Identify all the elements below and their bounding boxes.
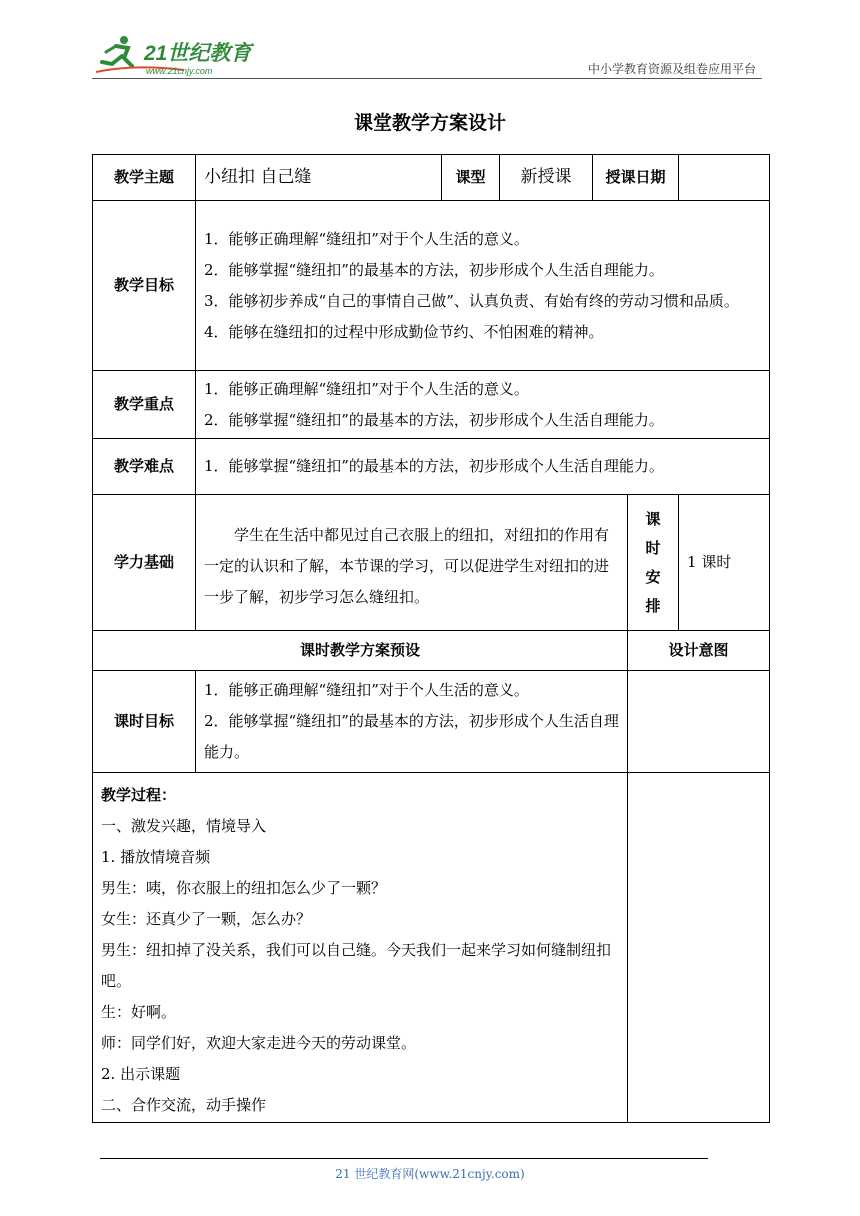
header-divider (92, 78, 762, 79)
process-intent (628, 773, 770, 1123)
process-line: 2. 出示课题 (101, 1065, 181, 1083)
difficulty-row (93, 439, 770, 495)
process-line: 男生：咦，你衣服上的纽扣怎么少了一颗？ (101, 879, 387, 897)
keypoints-content (196, 371, 770, 439)
objectives-row (93, 201, 770, 371)
page-footer: 21 世纪教育网(www.21cnjy.com) (335, 1167, 525, 1181)
topic-label: 教学主题 (93, 155, 196, 201)
topic-value: 小纽扣 自己缝 (196, 155, 442, 201)
lesson-goal-item: 1．能够正确理解“缝纽扣”对于个人生活的意义。 (204, 681, 529, 699)
lesson-goals-row (93, 671, 770, 773)
process-line: 1. 播放情境音频 (101, 848, 211, 866)
logo-text: 21世纪教育 (144, 42, 252, 65)
date-value (679, 155, 770, 201)
process-heading: 教学过程： (101, 786, 177, 804)
lesson-goals-content (196, 671, 628, 773)
process-line: 女生：还真少了一颗，怎么办？ (101, 910, 312, 928)
process-row (93, 773, 770, 1123)
plan-header-row (93, 631, 770, 671)
lesson-goals-intent (628, 671, 770, 773)
plan-header-right: 设计意图 (628, 631, 770, 671)
process-line: 男生：纽扣掉了没关系，我们可以自己缝。今天我们一起来学习如何缝制纽扣吧。 (101, 941, 612, 990)
objective-item: 4．能够在缝纽扣的过程中形成勤俭节约、不怕困难的精神。 (204, 322, 604, 341)
process-line: 生：好啊。 (101, 1003, 177, 1021)
keypoint-item: 1．能够正确理解“缝纽扣”对于个人生活的意义。 (204, 379, 529, 398)
schedule-char: 课 (645, 509, 661, 528)
objective-item: 3．能够初步养成“自己的事情自己做”、认真负责、有始有终的劳动习惯和品质。 (204, 291, 739, 310)
lesson-goals-label: 课时目标 (93, 671, 196, 773)
plan-header-left: 课时教学方案预设 (93, 631, 628, 671)
keypoints-label: 教学重点 (93, 371, 196, 439)
process-line: 二、合作交流，动手操作 (101, 1096, 267, 1114)
lesson-plan-table (92, 154, 770, 1123)
schedule-char: 时 (645, 538, 661, 557)
schedule-value: 1 课时 (679, 495, 770, 631)
type-value: 新授课 (500, 155, 593, 201)
page-header (92, 28, 762, 78)
basis-label: 学力基础 (93, 495, 196, 631)
schedule-char: 安 (645, 567, 661, 586)
footer-divider (100, 1158, 708, 1159)
process-content (93, 773, 628, 1123)
objective-item: 1．能够正确理解“缝纽扣”对于个人生活的意义。 (204, 229, 529, 248)
difficulty-item: 1．能够掌握“缝纽扣”的最基本的方法，初步形成个人生活自理能力。 (204, 457, 664, 475)
keypoints-row (93, 371, 770, 439)
difficulty-label: 教学难点 (93, 439, 196, 495)
basis-text: 学生在生活中都见过自己衣服上的纽扣，对纽扣的作用有一定的认识和了解，本节课的学习，可以促进学生对纽扣的进一步了解，初步学习怎么缝纽扣。 (204, 526, 610, 606)
logo-url: www.21cnjy.com (146, 66, 213, 76)
topic-row (93, 155, 770, 201)
lesson-goal-item: 2．能够掌握“缝纽扣”的最基本的方法，初步形成个人生活自理能力。 (204, 712, 619, 761)
page-title: 课堂教学方案设计 (353, 112, 506, 134)
basis-row (93, 495, 770, 631)
schedule-char: 排 (645, 596, 661, 615)
process-line: 一、激发兴趣，情境导入 (101, 817, 267, 835)
objectives-label: 教学目标 (93, 201, 196, 371)
schedule-label (628, 495, 679, 631)
objectives-content (196, 201, 770, 371)
platform-name: 中小学教育资源及组卷应用平台 (587, 62, 756, 76)
type-label: 课型 (442, 155, 500, 201)
date-label: 授课日期 (593, 155, 679, 201)
objective-item: 2．能够掌握“缝纽扣”的最基本的方法，初步形成个人生活自理能力。 (204, 260, 664, 279)
basis-content (196, 495, 628, 631)
process-line: 师：同学们好，欢迎大家走进今天的劳动课堂。 (101, 1034, 417, 1052)
keypoint-item: 2．能够掌握“缝纽扣”的最基本的方法，初步形成个人生活自理能力。 (204, 410, 664, 429)
site-logo (94, 34, 269, 78)
difficulty-content (196, 439, 770, 495)
